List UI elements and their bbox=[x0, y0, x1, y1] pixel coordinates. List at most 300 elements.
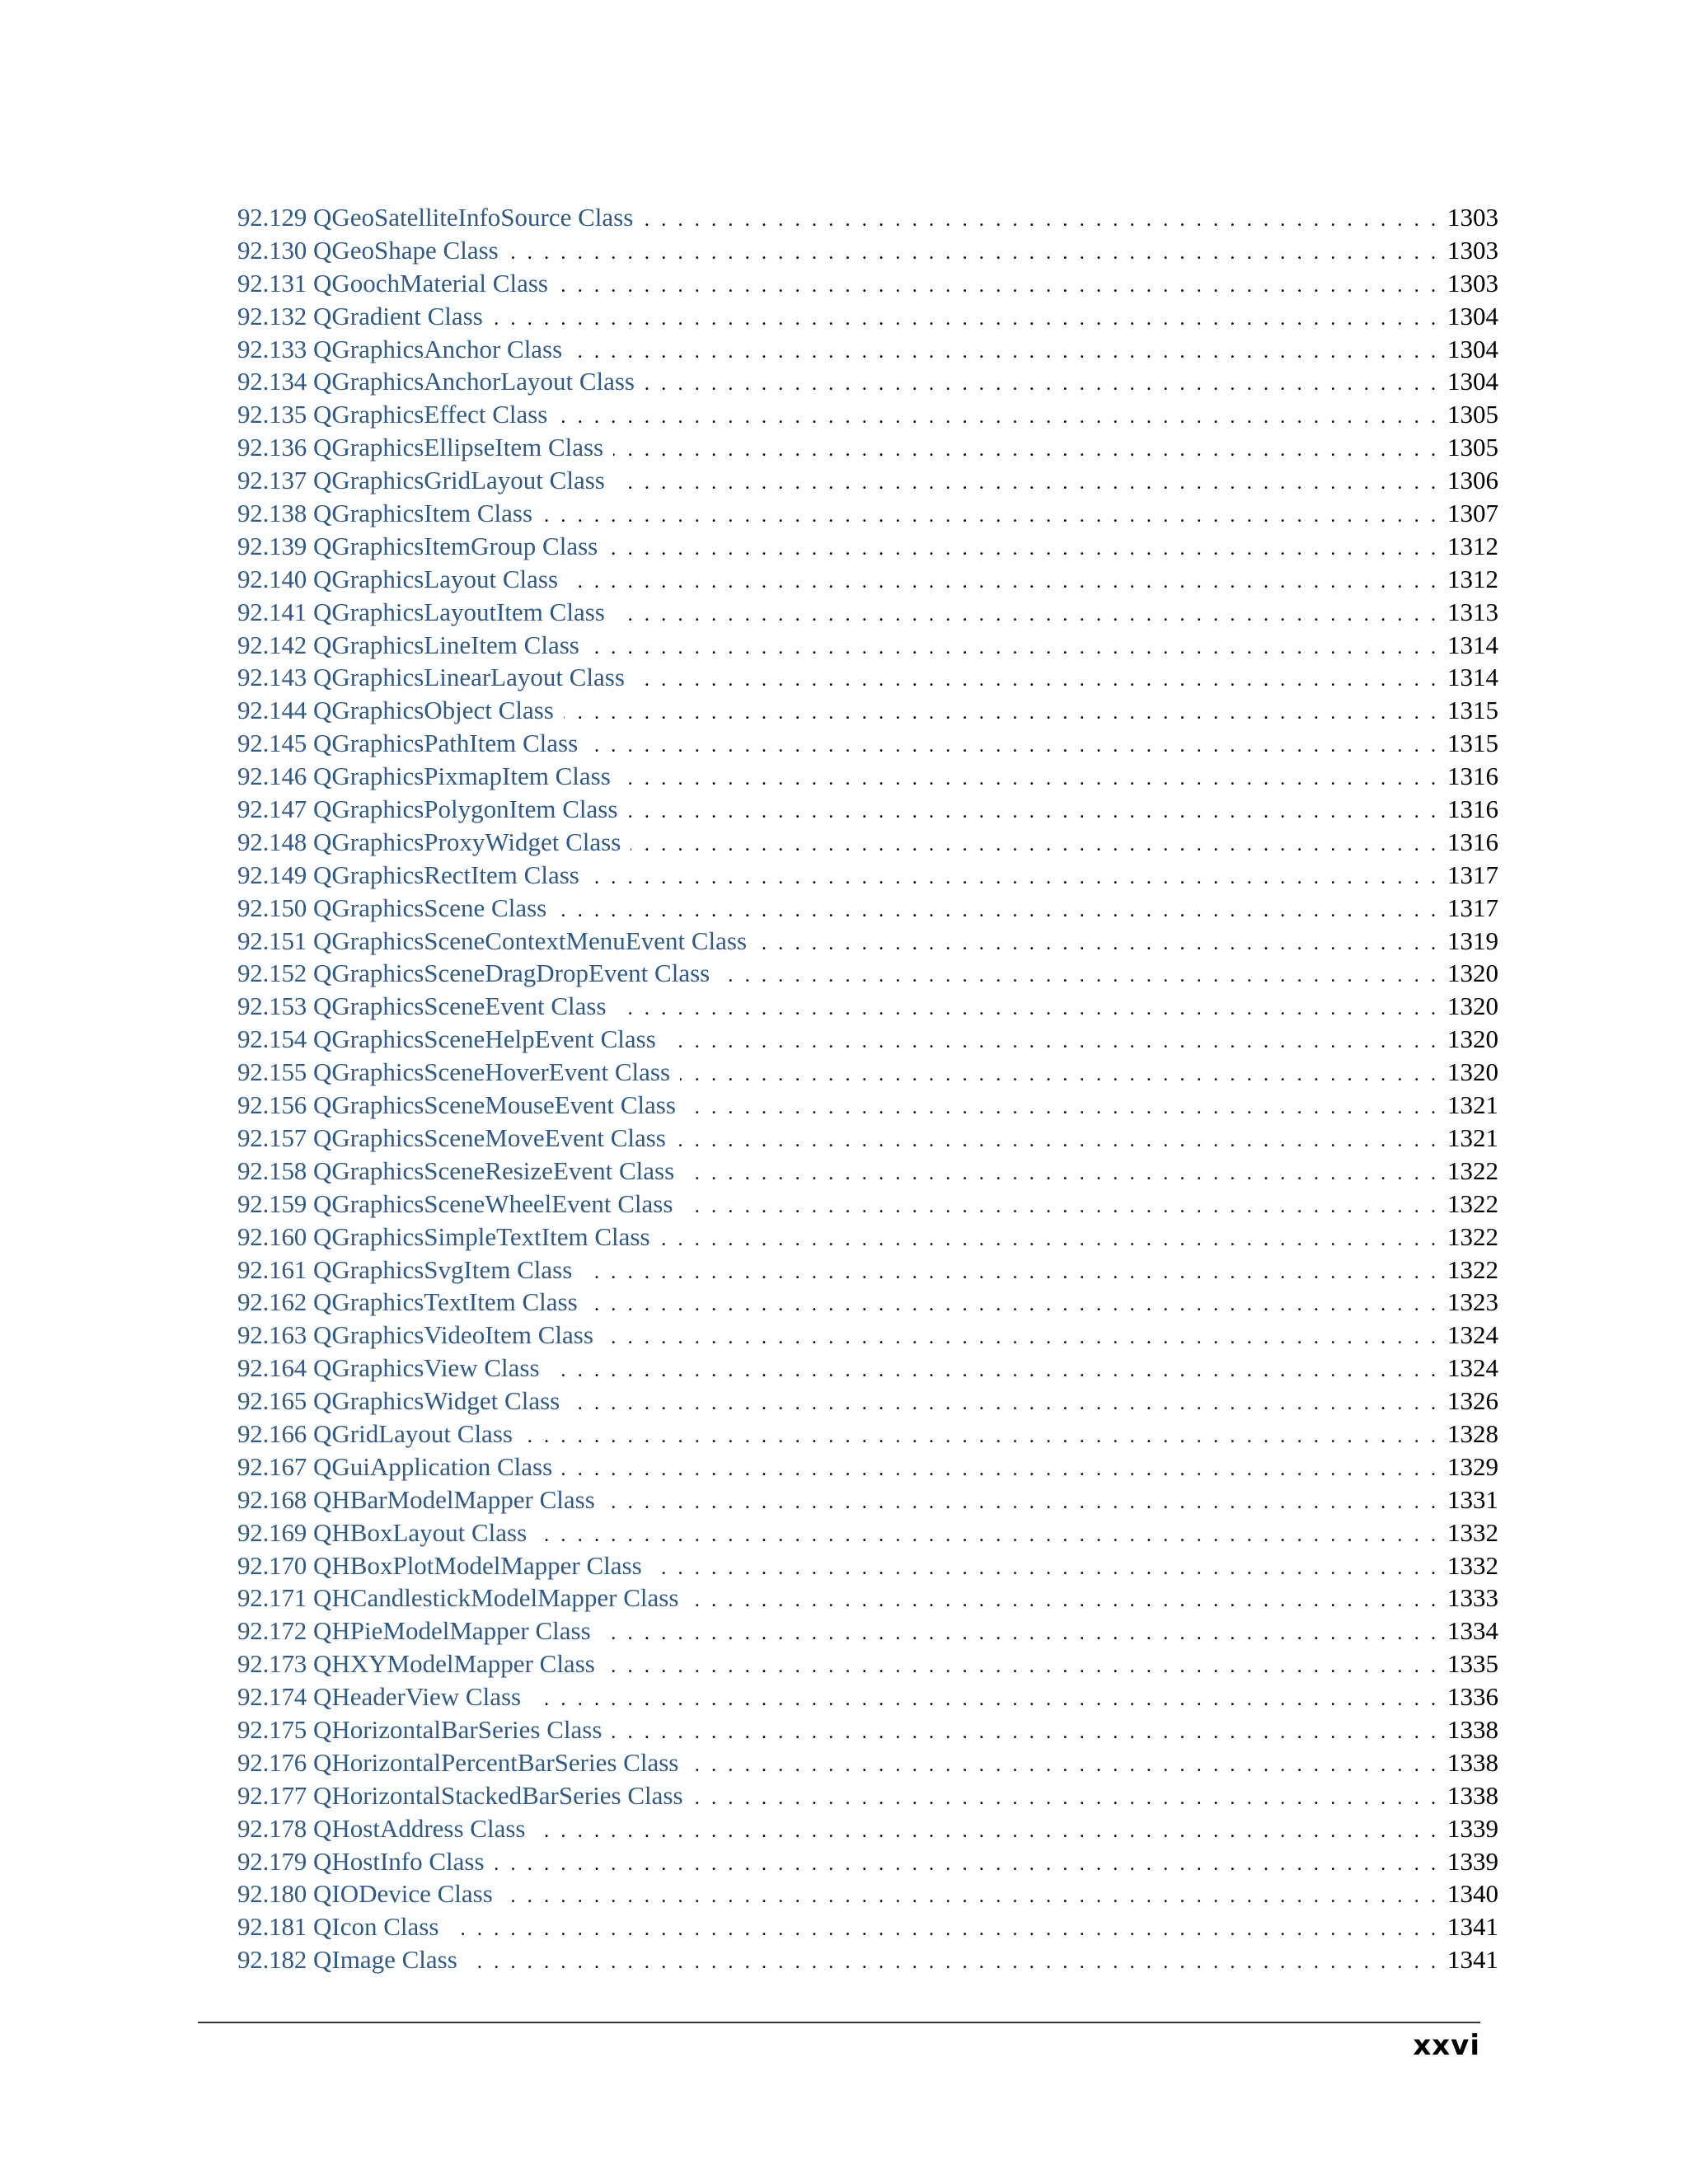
toc-entry-title: QImage Class bbox=[313, 1945, 457, 1975]
toc-entry-number: 92.141 bbox=[237, 597, 307, 626]
toc-entry-link[interactable] bbox=[237, 365, 635, 398]
toc-entry-number: 92.133 bbox=[237, 334, 307, 363]
toc-entry bbox=[237, 793, 1498, 826]
toc-entry bbox=[237, 300, 1498, 333]
toc-entry-page: 1329 bbox=[1447, 1451, 1498, 1481]
toc-entry-link[interactable] bbox=[237, 727, 578, 760]
toc-entry-page: 1315 bbox=[1447, 729, 1498, 758]
toc-entry-link[interactable] bbox=[237, 1155, 674, 1188]
toc-entry-link[interactable] bbox=[237, 760, 611, 793]
toc-entry-link[interactable] bbox=[237, 1089, 676, 1122]
toc-dot-leader bbox=[612, 1717, 1436, 1750]
toc-entry bbox=[237, 1779, 1498, 1812]
toc-entry bbox=[237, 1516, 1498, 1549]
toc-entry-link[interactable] bbox=[237, 1188, 673, 1221]
toc-entry-number: 92.132 bbox=[237, 301, 307, 330]
toc-entry-link[interactable] bbox=[237, 1023, 656, 1056]
toc-entry bbox=[237, 694, 1498, 727]
toc-entry-number: 92.151 bbox=[237, 926, 307, 955]
toc-entry-number: 92.172 bbox=[237, 1616, 307, 1646]
toc-entry bbox=[237, 333, 1498, 366]
toc-entry-number: 92.173 bbox=[237, 1649, 307, 1679]
toc-entry-link[interactable] bbox=[237, 234, 499, 267]
toc-dot-leader bbox=[615, 599, 1436, 632]
toc-entry-title: QGraphicsSvgItem Class bbox=[313, 1254, 573, 1284]
toc-entry-number: 92.130 bbox=[237, 235, 307, 265]
toc-dot-leader bbox=[557, 401, 1436, 434]
toc-entry-number: 92.171 bbox=[237, 1583, 307, 1613]
toc-entry bbox=[237, 234, 1498, 267]
toc-entry-page: 1340 bbox=[1447, 1879, 1498, 1909]
toc-entry bbox=[237, 398, 1498, 431]
toc-entry bbox=[237, 431, 1498, 464]
toc-entry-title: QGraphicsLayoutItem Class bbox=[313, 597, 605, 626]
toc-entry-link[interactable] bbox=[237, 267, 548, 300]
toc-entry bbox=[237, 892, 1498, 925]
toc-dot-leader bbox=[542, 500, 1436, 533]
toc-entry-link[interactable] bbox=[237, 1319, 593, 1352]
toc-entry bbox=[237, 1713, 1498, 1746]
toc-entry-title: QGraphicsItem Class bbox=[313, 499, 533, 528]
toc-entry bbox=[237, 1746, 1498, 1779]
toc-entry-page: 1316 bbox=[1447, 794, 1498, 824]
toc-entry-number: 92.135 bbox=[237, 400, 307, 429]
toc-entry-page: 1336 bbox=[1447, 1682, 1498, 1712]
toc-entry-title: QGraphicsObject Class bbox=[313, 696, 554, 725]
toc-entry-page: 1314 bbox=[1447, 663, 1498, 692]
toc-entry-link[interactable] bbox=[237, 1943, 457, 1976]
toc-entry-title: QHBoxLayout Class bbox=[313, 1517, 528, 1547]
toc-entry bbox=[237, 629, 1498, 662]
toc-entry bbox=[237, 1845, 1498, 1878]
toc-entry-link[interactable] bbox=[237, 1056, 670, 1089]
toc-entry bbox=[237, 1089, 1498, 1122]
toc-entry-title: QGraphicsTextItem Class bbox=[313, 1287, 578, 1317]
toc-entry bbox=[237, 596, 1498, 629]
toc-entry bbox=[237, 1943, 1498, 1976]
toc-entry-title: QGraphicsSceneEvent Class bbox=[313, 991, 607, 1021]
toc-entry-number: 92.176 bbox=[237, 1747, 307, 1777]
toc-entry-title: QGeoShape Class bbox=[313, 235, 499, 265]
toc-entry-number: 92.162 bbox=[237, 1287, 307, 1317]
toc-entry-number: 92.137 bbox=[237, 466, 307, 495]
toc-entry-number: 92.144 bbox=[237, 696, 307, 725]
toc-entry bbox=[237, 661, 1498, 694]
toc-dot-leader bbox=[493, 303, 1436, 336]
toc-entry-page: 1341 bbox=[1447, 1945, 1498, 1975]
toc-entry-number: 92.153 bbox=[237, 991, 307, 1021]
toc-entry-page: 1319 bbox=[1447, 926, 1498, 955]
toc-entry-title: QHCandlestickModelMapper Class bbox=[313, 1583, 679, 1613]
toc-entry-title: QGraphicsRectItem Class bbox=[313, 860, 579, 889]
toc-entry-title: QHorizontalBarSeries Class bbox=[313, 1714, 603, 1744]
toc-dot-leader bbox=[603, 1322, 1436, 1355]
toc-entry-number: 92.131 bbox=[237, 268, 307, 298]
toc-entry-link[interactable] bbox=[237, 859, 579, 892]
toc-entry-number: 92.134 bbox=[237, 367, 307, 396]
toc-dot-leader bbox=[617, 993, 1436, 1026]
toc-entry-number: 92.140 bbox=[237, 564, 307, 593]
toc-entry bbox=[237, 925, 1498, 958]
toc-entry-link[interactable] bbox=[237, 629, 579, 662]
toc-dot-leader bbox=[635, 664, 1436, 697]
toc-entry-link[interactable] bbox=[237, 497, 532, 530]
toc-entry bbox=[237, 267, 1498, 300]
toc-entry-page: 1304 bbox=[1447, 367, 1498, 396]
toc-dot-leader bbox=[467, 1947, 1436, 1980]
toc-entry bbox=[237, 1582, 1498, 1615]
toc-dot-leader bbox=[686, 1092, 1436, 1125]
toc-entry-title: QGraphicsSimpleTextItem Class bbox=[313, 1221, 650, 1251]
toc-entry-title: QGraphicsSceneMoveEvent Class bbox=[313, 1122, 666, 1152]
toc-entry-link[interactable] bbox=[237, 1549, 642, 1582]
toc-entry-link[interactable] bbox=[237, 1812, 525, 1845]
toc-dot-leader bbox=[682, 1191, 1436, 1224]
toc-dot-leader bbox=[684, 1158, 1436, 1191]
toc-entry-link[interactable] bbox=[237, 694, 554, 727]
toc-entry-page: 1328 bbox=[1447, 1418, 1498, 1448]
toc-entry-link[interactable] bbox=[237, 1582, 678, 1615]
toc-entry-page: 1312 bbox=[1447, 564, 1498, 593]
toc-entry bbox=[237, 760, 1498, 793]
toc-entry-link[interactable] bbox=[237, 1254, 572, 1286]
toc-entry-number: 92.175 bbox=[237, 1714, 307, 1744]
toc-entry bbox=[237, 201, 1498, 234]
toc-dot-leader bbox=[652, 1553, 1436, 1586]
toc-dot-leader bbox=[680, 1059, 1436, 1092]
toc-entry-page: 1331 bbox=[1447, 1484, 1498, 1514]
toc-dot-leader bbox=[688, 1750, 1436, 1783]
toc-entry-title: QHeaderView Class bbox=[313, 1682, 522, 1712]
toc-entry-link[interactable] bbox=[237, 431, 603, 464]
toc-dot-leader bbox=[645, 368, 1436, 401]
toc-entry-link[interactable] bbox=[237, 925, 747, 958]
toc-entry-page: 1316 bbox=[1447, 762, 1498, 791]
toc-entry-link[interactable] bbox=[237, 990, 607, 1023]
toc-entry-title: QGraphicsVideoItem Class bbox=[313, 1320, 593, 1350]
toc-dot-leader bbox=[558, 270, 1436, 303]
toc-dot-leader bbox=[503, 1881, 1436, 1914]
toc-entry-title: QGraphicsPathItem Class bbox=[313, 729, 579, 758]
toc-entry bbox=[237, 1680, 1498, 1713]
toc-dot-leader bbox=[631, 829, 1436, 862]
toc-dot-leader bbox=[568, 566, 1436, 599]
toc-entry-title: QGraphicsPixmapItem Class bbox=[313, 762, 611, 791]
toc-entry-page: 1339 bbox=[1447, 1813, 1498, 1843]
toc-entry-link[interactable] bbox=[237, 1779, 683, 1812]
toc-entry-page: 1303 bbox=[1447, 203, 1498, 232]
toc-entry-link[interactable] bbox=[237, 464, 605, 497]
toc-entry-number: 92.154 bbox=[237, 1024, 307, 1054]
toc-entry-title: QGraphicsSceneWheelEvent Class bbox=[313, 1188, 673, 1218]
toc-entry-link[interactable] bbox=[237, 957, 710, 990]
toc-entry-title: QGraphicsLinearLayout Class bbox=[313, 663, 625, 692]
toc-entry-number: 92.161 bbox=[237, 1254, 307, 1284]
toc-entry-page: 1338 bbox=[1447, 1747, 1498, 1777]
toc-entry-number: 92.179 bbox=[237, 1846, 307, 1876]
toc-entry-page: 1326 bbox=[1447, 1386, 1498, 1416]
table-of-contents bbox=[237, 201, 1498, 1976]
toc-entry-title: QGraphicsSceneDragDropEvent Class bbox=[313, 958, 710, 988]
toc-dot-leader bbox=[621, 763, 1436, 796]
toc-entry-link[interactable] bbox=[237, 1418, 513, 1451]
toc-entry-link[interactable] bbox=[237, 1451, 552, 1483]
toc-dot-leader bbox=[720, 960, 1436, 993]
toc-entry-page: 1307 bbox=[1447, 499, 1498, 528]
toc-entry-title: QHBoxPlotModelMapper Class bbox=[313, 1550, 642, 1580]
toc-dot-leader bbox=[666, 1026, 1436, 1059]
toc-entry bbox=[237, 497, 1498, 530]
toc-entry-number: 92.180 bbox=[237, 1879, 307, 1909]
toc-entry bbox=[237, 1549, 1498, 1582]
toc-entry bbox=[237, 1056, 1498, 1089]
toc-entry-number: 92.147 bbox=[237, 794, 307, 824]
toc-entry-page: 1320 bbox=[1447, 1057, 1498, 1087]
toc-entry-page: 1304 bbox=[1447, 334, 1498, 363]
toc-entry-page: 1322 bbox=[1447, 1254, 1498, 1284]
toc-entry-link[interactable] bbox=[237, 201, 633, 234]
toc-entry-page: 1314 bbox=[1447, 630, 1498, 659]
toc-entry-link[interactable] bbox=[237, 333, 562, 366]
toc-entry-link[interactable] bbox=[237, 1516, 527, 1549]
toc-entry-link[interactable] bbox=[237, 1615, 591, 1647]
toc-entry-number: 92.178 bbox=[237, 1813, 307, 1843]
toc-entry bbox=[237, 464, 1498, 497]
toc-entry-list bbox=[237, 201, 1498, 1976]
toc-entry bbox=[237, 1254, 1498, 1286]
toc-entry-number: 92.138 bbox=[237, 499, 307, 528]
toc-entry-number: 92.177 bbox=[237, 1780, 307, 1810]
toc-dot-leader bbox=[589, 862, 1436, 895]
toc-entry-number: 92.167 bbox=[237, 1451, 307, 1481]
toc-entry-number: 92.142 bbox=[237, 630, 307, 659]
toc-entry-number: 92.146 bbox=[237, 762, 307, 791]
toc-entry-title: QIcon Class bbox=[313, 1912, 439, 1942]
toc-entry-number: 92.143 bbox=[237, 663, 307, 692]
toc-dot-leader bbox=[588, 730, 1436, 763]
toc-entry-number: 92.157 bbox=[237, 1122, 307, 1152]
toc-entry bbox=[237, 727, 1498, 760]
toc-entry-number: 92.160 bbox=[237, 1221, 307, 1251]
toc-entry-page: 1332 bbox=[1447, 1550, 1498, 1580]
toc-dot-leader bbox=[564, 697, 1436, 730]
toc-entry-number: 92.149 bbox=[237, 860, 307, 889]
toc-entry-title: QGraphicsSceneHoverEvent Class bbox=[313, 1057, 671, 1087]
toc-dot-leader bbox=[537, 1520, 1436, 1553]
toc-entry-title: QGraphicsSceneContextMenuEvent Class bbox=[313, 926, 748, 955]
toc-entry-title: QGraphicsSceneHelpEvent Class bbox=[313, 1024, 656, 1054]
toc-entry bbox=[237, 1188, 1498, 1221]
toc-entry-title: QGridLayout Class bbox=[313, 1418, 513, 1448]
toc-dot-leader bbox=[627, 796, 1436, 829]
toc-dot-leader bbox=[589, 632, 1436, 665]
toc-entry-link[interactable] bbox=[237, 1286, 578, 1319]
toc-entry bbox=[237, 1483, 1498, 1516]
toc-entry-page: 1315 bbox=[1447, 696, 1498, 725]
toc-entry-title: QIODevice Class bbox=[313, 1879, 493, 1909]
toc-entry-number: 92.168 bbox=[237, 1484, 307, 1514]
toc-entry-number: 92.156 bbox=[237, 1090, 307, 1120]
toc-entry-title: QGraphicsLayout Class bbox=[313, 564, 559, 593]
toc-entry bbox=[237, 1155, 1498, 1188]
toc-entry-number: 92.169 bbox=[237, 1517, 307, 1547]
toc-dot-leader bbox=[556, 895, 1436, 928]
toc-entry-title: QGraphicsAnchor Class bbox=[313, 334, 563, 363]
toc-entry bbox=[237, 859, 1498, 892]
toc-entry-page: 1306 bbox=[1447, 466, 1498, 495]
toc-entry bbox=[237, 1615, 1498, 1647]
toc-entry-link[interactable] bbox=[237, 530, 598, 563]
toc-entry bbox=[237, 957, 1498, 990]
toc-entry-page: 1338 bbox=[1447, 1780, 1498, 1810]
toc-entry-page: 1334 bbox=[1447, 1616, 1498, 1646]
toc-dot-leader bbox=[613, 434, 1436, 467]
toc-entry-number: 92.136 bbox=[237, 433, 307, 462]
toc-entry-title: QHBarModelMapper Class bbox=[313, 1484, 595, 1514]
toc-dot-leader bbox=[531, 1684, 1436, 1717]
toc-entry-page: 1304 bbox=[1447, 301, 1498, 330]
toc-dot-leader bbox=[582, 1257, 1436, 1290]
toc-entry-page: 1333 bbox=[1447, 1583, 1498, 1613]
toc-entry-title: QGraphicsSceneResizeEvent Class bbox=[313, 1155, 675, 1185]
toc-entry-number: 92.164 bbox=[237, 1353, 307, 1383]
toc-entry bbox=[237, 1877, 1498, 1910]
toc-entry-page: 1323 bbox=[1447, 1287, 1498, 1317]
toc-entry-link[interactable] bbox=[237, 661, 625, 694]
toc-entry-link[interactable] bbox=[237, 1647, 595, 1680]
toc-entry-title: QGraphicsItemGroup Class bbox=[313, 531, 598, 560]
toc-entry-title: QGraphicsView Class bbox=[313, 1353, 540, 1383]
toc-entry-title: QGraphicsLineItem Class bbox=[313, 630, 579, 659]
toc-entry-number: 92.159 bbox=[237, 1188, 307, 1218]
toc-entry-title: QHorizontalPercentBarSeries Class bbox=[313, 1747, 679, 1777]
toc-entry-link[interactable] bbox=[237, 563, 558, 596]
toc-entry-number: 92.158 bbox=[237, 1155, 307, 1185]
toc-dot-leader bbox=[607, 533, 1436, 566]
toc-entry-page: 1341 bbox=[1447, 1912, 1498, 1942]
toc-dot-leader bbox=[605, 1651, 1436, 1684]
toc-entry-title: QGraphicsScene Class bbox=[313, 893, 547, 922]
toc-entry-link[interactable] bbox=[237, 1221, 650, 1254]
footer-page-number: xxvi bbox=[1413, 2029, 1480, 2062]
toc-entry bbox=[237, 563, 1498, 596]
toc-entry-page: 1321 bbox=[1447, 1090, 1498, 1120]
toc-entry-number: 92.182 bbox=[237, 1945, 307, 1975]
toc-entry-page: 1339 bbox=[1447, 1846, 1498, 1876]
toc-entry-link[interactable] bbox=[237, 892, 546, 925]
toc-entry-page: 1335 bbox=[1447, 1649, 1498, 1679]
toc-entry-page: 1332 bbox=[1447, 1517, 1498, 1547]
toc-dot-leader bbox=[643, 204, 1436, 237]
toc-entry-number: 92.163 bbox=[237, 1320, 307, 1350]
toc-dot-leader bbox=[601, 1618, 1436, 1651]
toc-dot-leader bbox=[676, 1125, 1436, 1158]
toc-entry-number: 92.165 bbox=[237, 1386, 307, 1416]
toc-dot-leader bbox=[448, 1914, 1436, 1947]
toc-entry bbox=[237, 1352, 1498, 1385]
toc-entry-number: 92.145 bbox=[237, 729, 307, 758]
toc-entry-link[interactable] bbox=[237, 1746, 678, 1779]
toc-entry bbox=[237, 1221, 1498, 1254]
toc-entry-link[interactable] bbox=[237, 1352, 540, 1385]
toc-dot-leader bbox=[562, 1454, 1436, 1487]
toc-entry-page: 1305 bbox=[1447, 400, 1498, 429]
toc-entry-title: QGraphicsProxyWidget Class bbox=[313, 827, 621, 856]
toc-entry-link[interactable] bbox=[237, 1122, 666, 1155]
toc-entry-link[interactable] bbox=[237, 1877, 493, 1910]
toc-entry-page: 1324 bbox=[1447, 1353, 1498, 1383]
toc-entry-number: 92.129 bbox=[237, 203, 307, 232]
footer-divider bbox=[198, 2022, 1480, 2023]
toc-entry bbox=[237, 1451, 1498, 1483]
toc-entry-link[interactable] bbox=[237, 1385, 560, 1418]
toc-dot-leader bbox=[550, 1355, 1436, 1388]
toc-entry-title: QGraphicsWidget Class bbox=[313, 1386, 560, 1416]
toc-dot-leader bbox=[615, 467, 1436, 500]
toc-entry-page: 1322 bbox=[1447, 1221, 1498, 1251]
toc-entry-page: 1303 bbox=[1447, 235, 1498, 265]
toc-entry bbox=[237, 1910, 1498, 1943]
toc-entry-number: 92.155 bbox=[237, 1057, 307, 1087]
toc-entry-title: QHostInfo Class bbox=[313, 1846, 485, 1876]
toc-dot-leader bbox=[605, 1487, 1436, 1520]
toc-entry-title: QGeoSatelliteInfoSource Class bbox=[313, 203, 634, 232]
toc-entry-link[interactable] bbox=[237, 596, 605, 629]
toc-entry-title: QGraphicsEllipseItem Class bbox=[313, 433, 604, 462]
toc-entry-link[interactable] bbox=[237, 300, 483, 333]
toc-entry-link[interactable] bbox=[237, 793, 617, 826]
toc-entry-link[interactable] bbox=[237, 1845, 485, 1878]
toc-entry-page: 1322 bbox=[1447, 1188, 1498, 1218]
toc-entry-number: 92.150 bbox=[237, 893, 307, 922]
toc-dot-leader bbox=[523, 1421, 1436, 1454]
toc-entry-title: QHostAddress Class bbox=[313, 1813, 526, 1843]
toc-entry-link[interactable] bbox=[237, 1910, 438, 1943]
toc-entry-link[interactable] bbox=[237, 1483, 595, 1516]
toc-entry-title: QHorizontalStackedBarSeries Class bbox=[313, 1780, 683, 1810]
toc-entry bbox=[237, 1286, 1498, 1319]
toc-dot-leader bbox=[757, 928, 1436, 961]
toc-entry bbox=[237, 990, 1498, 1023]
toc-entry-title: QGoochMaterial Class bbox=[313, 268, 548, 298]
toc-entry-page: 1317 bbox=[1447, 893, 1498, 922]
toc-dot-leader bbox=[693, 1783, 1436, 1816]
toc-dot-leader bbox=[688, 1585, 1436, 1618]
toc-entry-link[interactable] bbox=[237, 398, 547, 431]
toc-entry-page: 1313 bbox=[1447, 597, 1498, 626]
toc-entry bbox=[237, 1385, 1498, 1418]
toc-entry-page: 1320 bbox=[1447, 1024, 1498, 1054]
toc-entry-number: 92.174 bbox=[237, 1682, 307, 1712]
toc-entry bbox=[237, 530, 1498, 563]
toc-entry-number: 92.152 bbox=[237, 958, 307, 988]
toc-entry-link[interactable] bbox=[237, 826, 621, 859]
toc-entry-page: 1320 bbox=[1447, 958, 1498, 988]
toc-entry bbox=[237, 826, 1498, 859]
toc-entry-link[interactable] bbox=[237, 1713, 602, 1746]
toc-entry-link[interactable] bbox=[237, 1680, 521, 1713]
toc-dot-leader bbox=[572, 336, 1436, 369]
toc-dot-leader bbox=[495, 1849, 1436, 1882]
toc-entry-page: 1316 bbox=[1447, 827, 1498, 856]
toc-entry-title: QGraphicsGridLayout Class bbox=[313, 466, 605, 495]
toc-entry-number: 92.139 bbox=[237, 531, 307, 560]
toc-entry-number: 92.166 bbox=[237, 1418, 307, 1448]
toc-dot-leader bbox=[588, 1289, 1436, 1322]
toc-dot-leader bbox=[570, 1388, 1436, 1421]
toc-entry-page: 1317 bbox=[1447, 860, 1498, 889]
toc-entry bbox=[237, 1418, 1498, 1451]
